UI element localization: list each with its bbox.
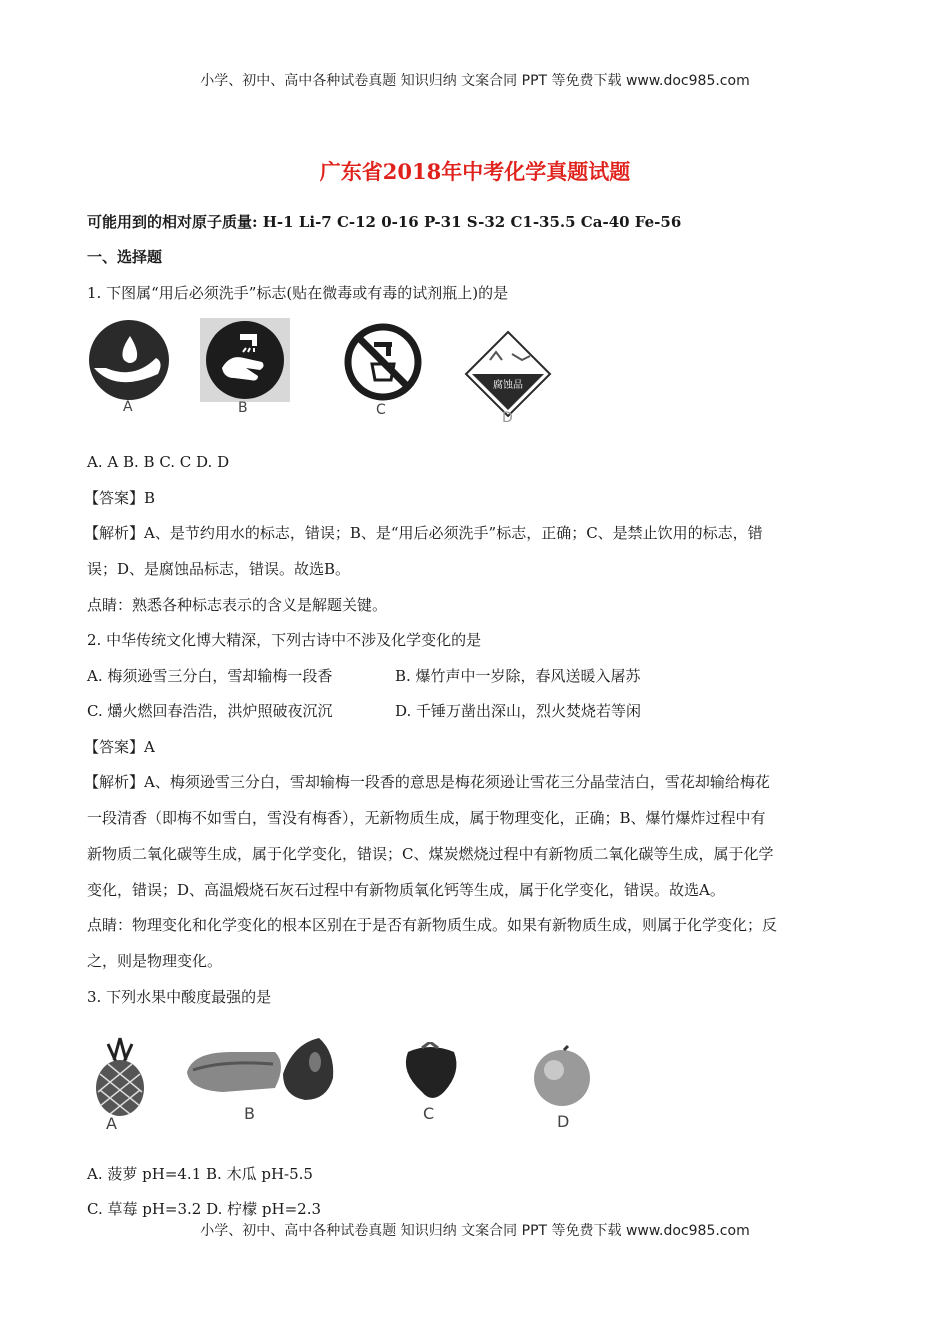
q2-tip-line-2: 之，则是物理变化。 — [87, 952, 223, 970]
q1-fig-label-c: C — [376, 402, 386, 418]
section-heading: 一、选择题 — [87, 248, 163, 266]
q2-answer: 【答案】A — [84, 738, 155, 756]
q3-fig-label-c: C — [423, 1104, 435, 1123]
q1-answer: 【答案】B — [84, 489, 156, 507]
fruit-b-papaya-icon — [183, 1034, 343, 1104]
sign-c-no-drinking-icon — [340, 322, 426, 408]
sign-b-wash-hands-icon — [200, 318, 290, 402]
q1-options: A. A B. B C. C D. D — [87, 453, 230, 471]
q3-stem: 3. 下列水果中酸度最强的是 — [87, 988, 272, 1006]
page-title: 广东省2018年中考化学真题试题 — [319, 159, 631, 184]
fruit-c-strawberry-icon — [398, 1042, 462, 1106]
q2-option-c: C. 爝火燃回春浩浩，洪炉照破夜沉沉 — [87, 702, 333, 720]
q2-analysis-line-4: 变化，错误；D、高温煅烧石灰石过程中有新物质氧化钙等生成，属于化学变化，错误。故选A。 — [87, 881, 725, 899]
q2-option-d: D. 千锤万凿出深山，烈火焚烧若等闲 — [395, 702, 642, 720]
q1-analysis-line-1: 【解析】A、是节约用水的标志，错误；B、是“用后必须洗手”标志，正确；C、是禁止饮用的标志，错 — [84, 524, 763, 542]
q1-fig-label-b: B — [238, 400, 248, 416]
fruit-d-lemon-icon — [530, 1044, 596, 1110]
page-footer: 小学、初中、高中各种试卷真题 知识归纳 文案合同 PPT 等免费下载 www.doc985.com — [200, 1223, 750, 1239]
q2-analysis-line-1: 【解析】A、梅须逊雪三分白，雪却输梅一段香的意思是梅花须逊让雪花三分晶莹洁白，雪花却输给梅花 — [84, 773, 770, 791]
q2-stem: 2. 中华传统文化博大精深，下列古诗中不涉及化学变化的是 — [87, 631, 482, 649]
q2-analysis-line-3: 新物质二氧化碳等生成，属于化学变化，错误；C、煤炭燃烧过程中有新物质二氧化碳等生成，属于化学 — [87, 845, 774, 863]
q2-analysis-line-2: 一段清香（即梅不如雪白，雪没有梅香），无新物质生成，属于物理变化，正确；B、爆竹爆炸过程中有 — [87, 809, 766, 827]
q3-fig-label-b: B — [244, 1104, 255, 1123]
q1-analysis-line-2: 误；D、是腐蚀品标志，错误。故选B。 — [87, 560, 351, 578]
sign-d-text: 腐蚀品 — [493, 380, 523, 391]
q3-options-line-2: C. 草莓 pH=3.2 D. 柠檬 pH=2.3 — [87, 1200, 322, 1218]
q1-fig-label-a: A — [123, 399, 133, 415]
q3-fig-label-a: A — [106, 1114, 117, 1133]
q1-tip: 点睛：熟悉各种标志表示的含义是解题关键。 — [87, 596, 388, 614]
q1-fig-label-d: D — [502, 410, 513, 426]
q2-option-b: B. 爆竹声中一岁除，春风送暖入屠苏 — [395, 667, 641, 685]
q1-stem: 1. 下图属“用后必须洗手”标志(贴在微毒或有毒的试剂瓶上)的是 — [87, 284, 509, 302]
q2-tip-line-1: 点睛：物理变化和化学变化的根本区别在于是否有新物质生成。如果有新物质生成，则属于化学变化；反 — [87, 916, 778, 934]
sign-d-corrosive-icon — [462, 328, 554, 420]
page-header: 小学、初中、高中各种试卷真题 知识归纳 文案合同 PPT 等免费下载 www.doc985.com — [200, 73, 750, 89]
atomic-masses: 可能用到的相对原子质量: H-1 Li-7 C-12 0-16 P-31 S-32 C1-35.5 Ca-40 Fe-56 — [87, 213, 682, 231]
q3-fig-label-d: D — [557, 1112, 570, 1131]
fruit-a-pineapple-icon — [86, 1036, 154, 1116]
q3-options-line-1: A. 菠萝 pH=4.1 B. 木瓜 pH-5.5 — [87, 1165, 313, 1183]
q2-option-a: A. 梅须逊雪三分白，雪却输梅一段香 — [87, 667, 333, 685]
